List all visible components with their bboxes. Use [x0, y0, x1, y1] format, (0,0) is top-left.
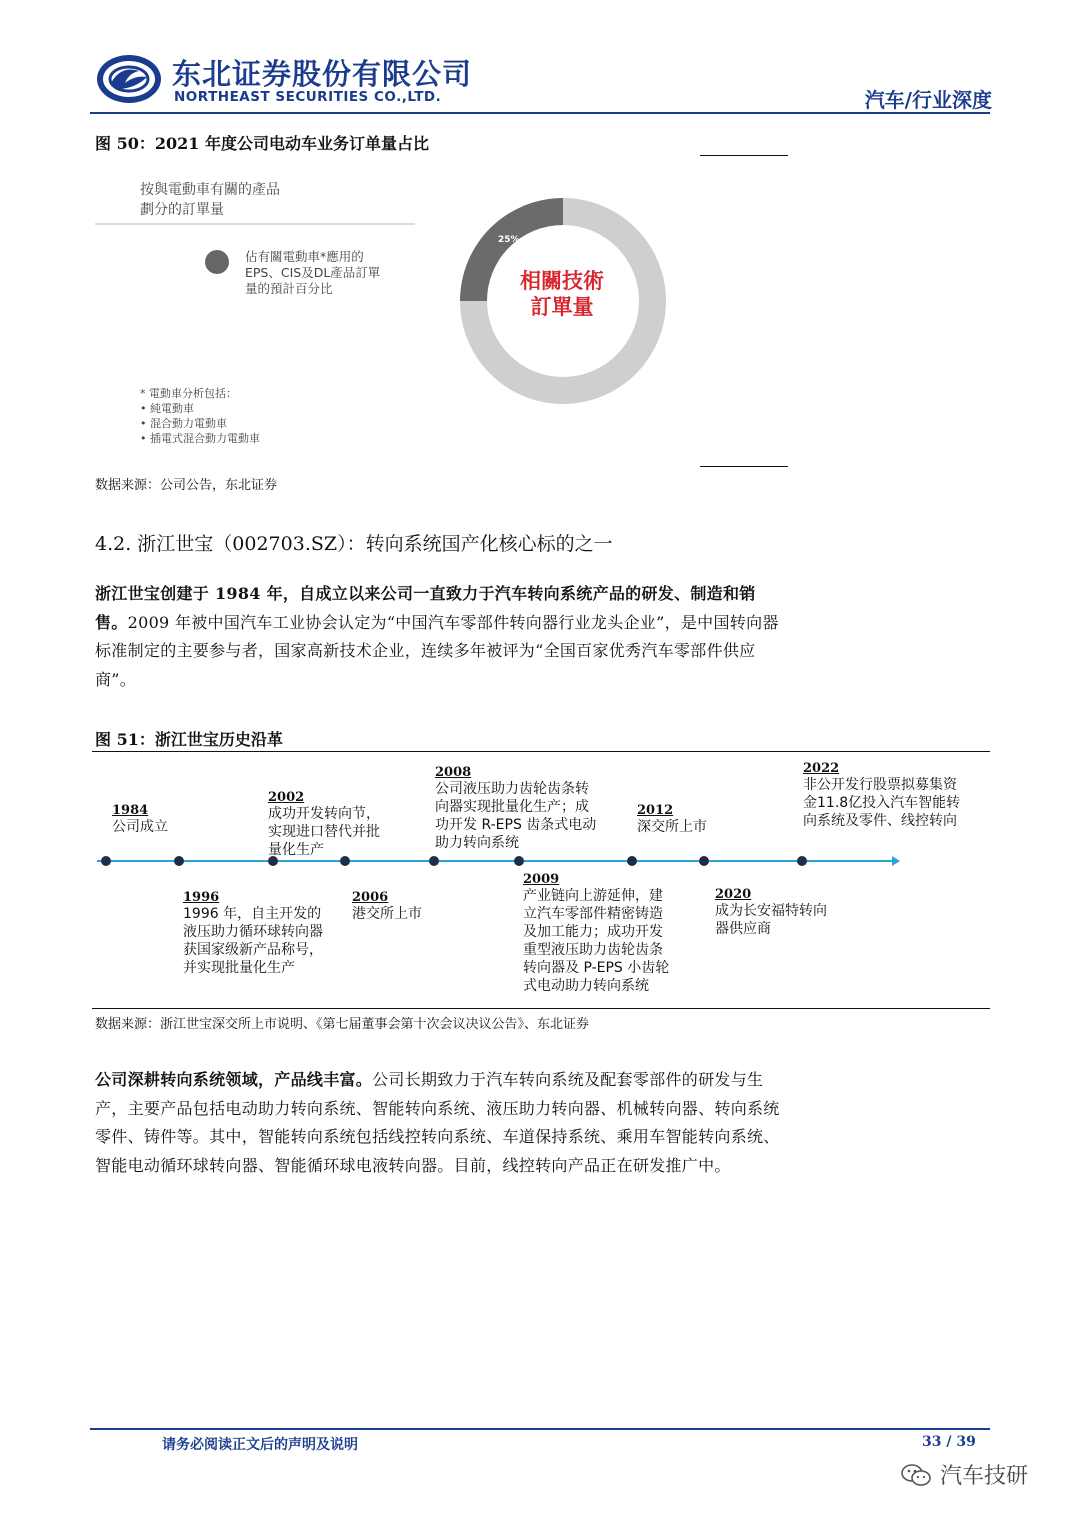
- section-tag: 汽车/行业深度: [864, 88, 992, 112]
- timeline-event-2012: 2012 深交所上市: [637, 803, 707, 835]
- figure-51-source: 数据来源：浙江世宝深交所上市说明、《第七届董事会第十次会议决议公告》、东北证券: [95, 1017, 590, 1032]
- company-name-cn: 东北证券股份有限公司: [172, 57, 473, 91]
- header-divider: [90, 112, 990, 114]
- figure-50-title: 图 50：2021 年度公司电动车业务订单量占比: [95, 134, 429, 153]
- timeline-event-2009: 2009 产业链向上游延伸，建 立汽车零部件精密铸造 及加工能力；成功开发 重型液压助力齿轮齿条 转向器及 P-EPS 小齿轮 式电动助力转向系统: [523, 872, 670, 994]
- watermark-text: 汽车技研: [940, 1464, 1029, 1489]
- figure-50-source: 数据来源：公司公告，东北证券: [95, 478, 278, 493]
- figure-50-legend-title: 按與電動車有關的產品 劃分的訂單量: [140, 182, 280, 218]
- timeline-event-2008: 2008 公司液压助力齿轮齿条转 向器实现批量化生产；成 功开发 R-EPS 齿条式电动 助力转向系统: [435, 765, 597, 851]
- figure-51-bottom-rule: [92, 1008, 990, 1009]
- timeline-event-2006: 2006 港交所上市: [352, 890, 422, 922]
- donut-data-label: 25%: [498, 235, 520, 245]
- timeline-dot: [797, 856, 807, 866]
- paragraph-products: [95, 1066, 785, 1180]
- wechat-icon: [900, 1462, 932, 1488]
- timeline-event-1996: 1996 1996 年，自主开发的 液压助力循环球转向器 获国家级新产品称号， 并实现批量化生产: [183, 890, 323, 976]
- timeline-dot: [627, 856, 637, 866]
- timeline-event-2020: 2020 成为长安福特转向 器供应商: [715, 887, 827, 937]
- timeline-event-1984: 1984 公司成立: [112, 803, 168, 835]
- legend-divider: [95, 223, 415, 225]
- paragraph-intro: [95, 580, 785, 694]
- timeline-event-2002: 2002 成功开发转向节， 实现进口替代并批 量化生产: [268, 790, 380, 858]
- paragraph-products-text: 公司长期致力于汽车转向系统及配套零部件的研发与生产，主要产品包括电动助力转向系统、智能转向系统、液压助力转向器、机械转向器、转向系统零件、铸件等。其中，智能转向系统包括线控转向系统、车道保持系统、乘用车智能转向系统、智能电动循环球转向器、智能循环球电液转向器。目前，线控转向产品正在研发推广中。: [95, 1070, 780, 1175]
- history-timeline: [92, 757, 992, 1007]
- timeline-event-2022: 2022 非公开发行股票拟募集资 金11.8亿投入汽车智能转 向系统及零件、线控转向: [803, 761, 961, 829]
- figure-50-bottom-rule: [700, 466, 788, 467]
- timeline-dot: [429, 856, 439, 866]
- paragraph-products-bold: 公司深耕转向系统领域，产品线丰富。: [95, 1070, 373, 1089]
- donut-center-label: 相關技術 訂單量: [520, 269, 604, 319]
- paragraph-intro-text: 2009 年被中国汽车工业协会认定为“中国汽车零部件转向器行业龙头企业”，是中国转向器标准制定的主要参与者，国家高新技术企业，连续多年被评为“全国百家优秀汽车零部件供应商”。: [95, 612, 779, 689]
- timeline-dot: [514, 856, 524, 866]
- timeline-dot: [699, 856, 709, 866]
- figure-50-top-rule: [700, 155, 788, 156]
- footer-disclaimer: 请务必阅读正文后的声明及说明: [162, 1437, 358, 1453]
- footer-divider: [90, 1428, 990, 1430]
- page-number: 33 / 39: [922, 1434, 976, 1450]
- timeline-dot: [174, 856, 184, 866]
- legend-description: 佔有關電動車*應用的 EPS、CIS及DL產品訂單 量的預計百分比: [245, 249, 381, 296]
- company-logo-icon: [95, 53, 163, 105]
- section-heading: 4.2. 浙江世宝（002703.SZ）：转向系统国产化核心标的之一: [95, 533, 613, 555]
- timeline-dot: [101, 856, 111, 866]
- figure-51-title: 图 51：浙江世宝历史沿革: [95, 730, 283, 749]
- figure-50-footnote: * 電動車分析包括： • 純電動車 • 混合動力電動車 • 插電式混合動力電動車: [140, 387, 260, 445]
- figure-51-top-rule: [92, 751, 990, 752]
- company-name-en: NORTHEAST SECURITIES CO.,LTD.: [174, 89, 442, 105]
- legend-swatch: [205, 250, 229, 274]
- paragraph-intro-bold: 浙江世宝创建于 1984 年，自成立以来公司一直致力于汽车转向系统产品的研发、制造和销售。: [95, 584, 756, 632]
